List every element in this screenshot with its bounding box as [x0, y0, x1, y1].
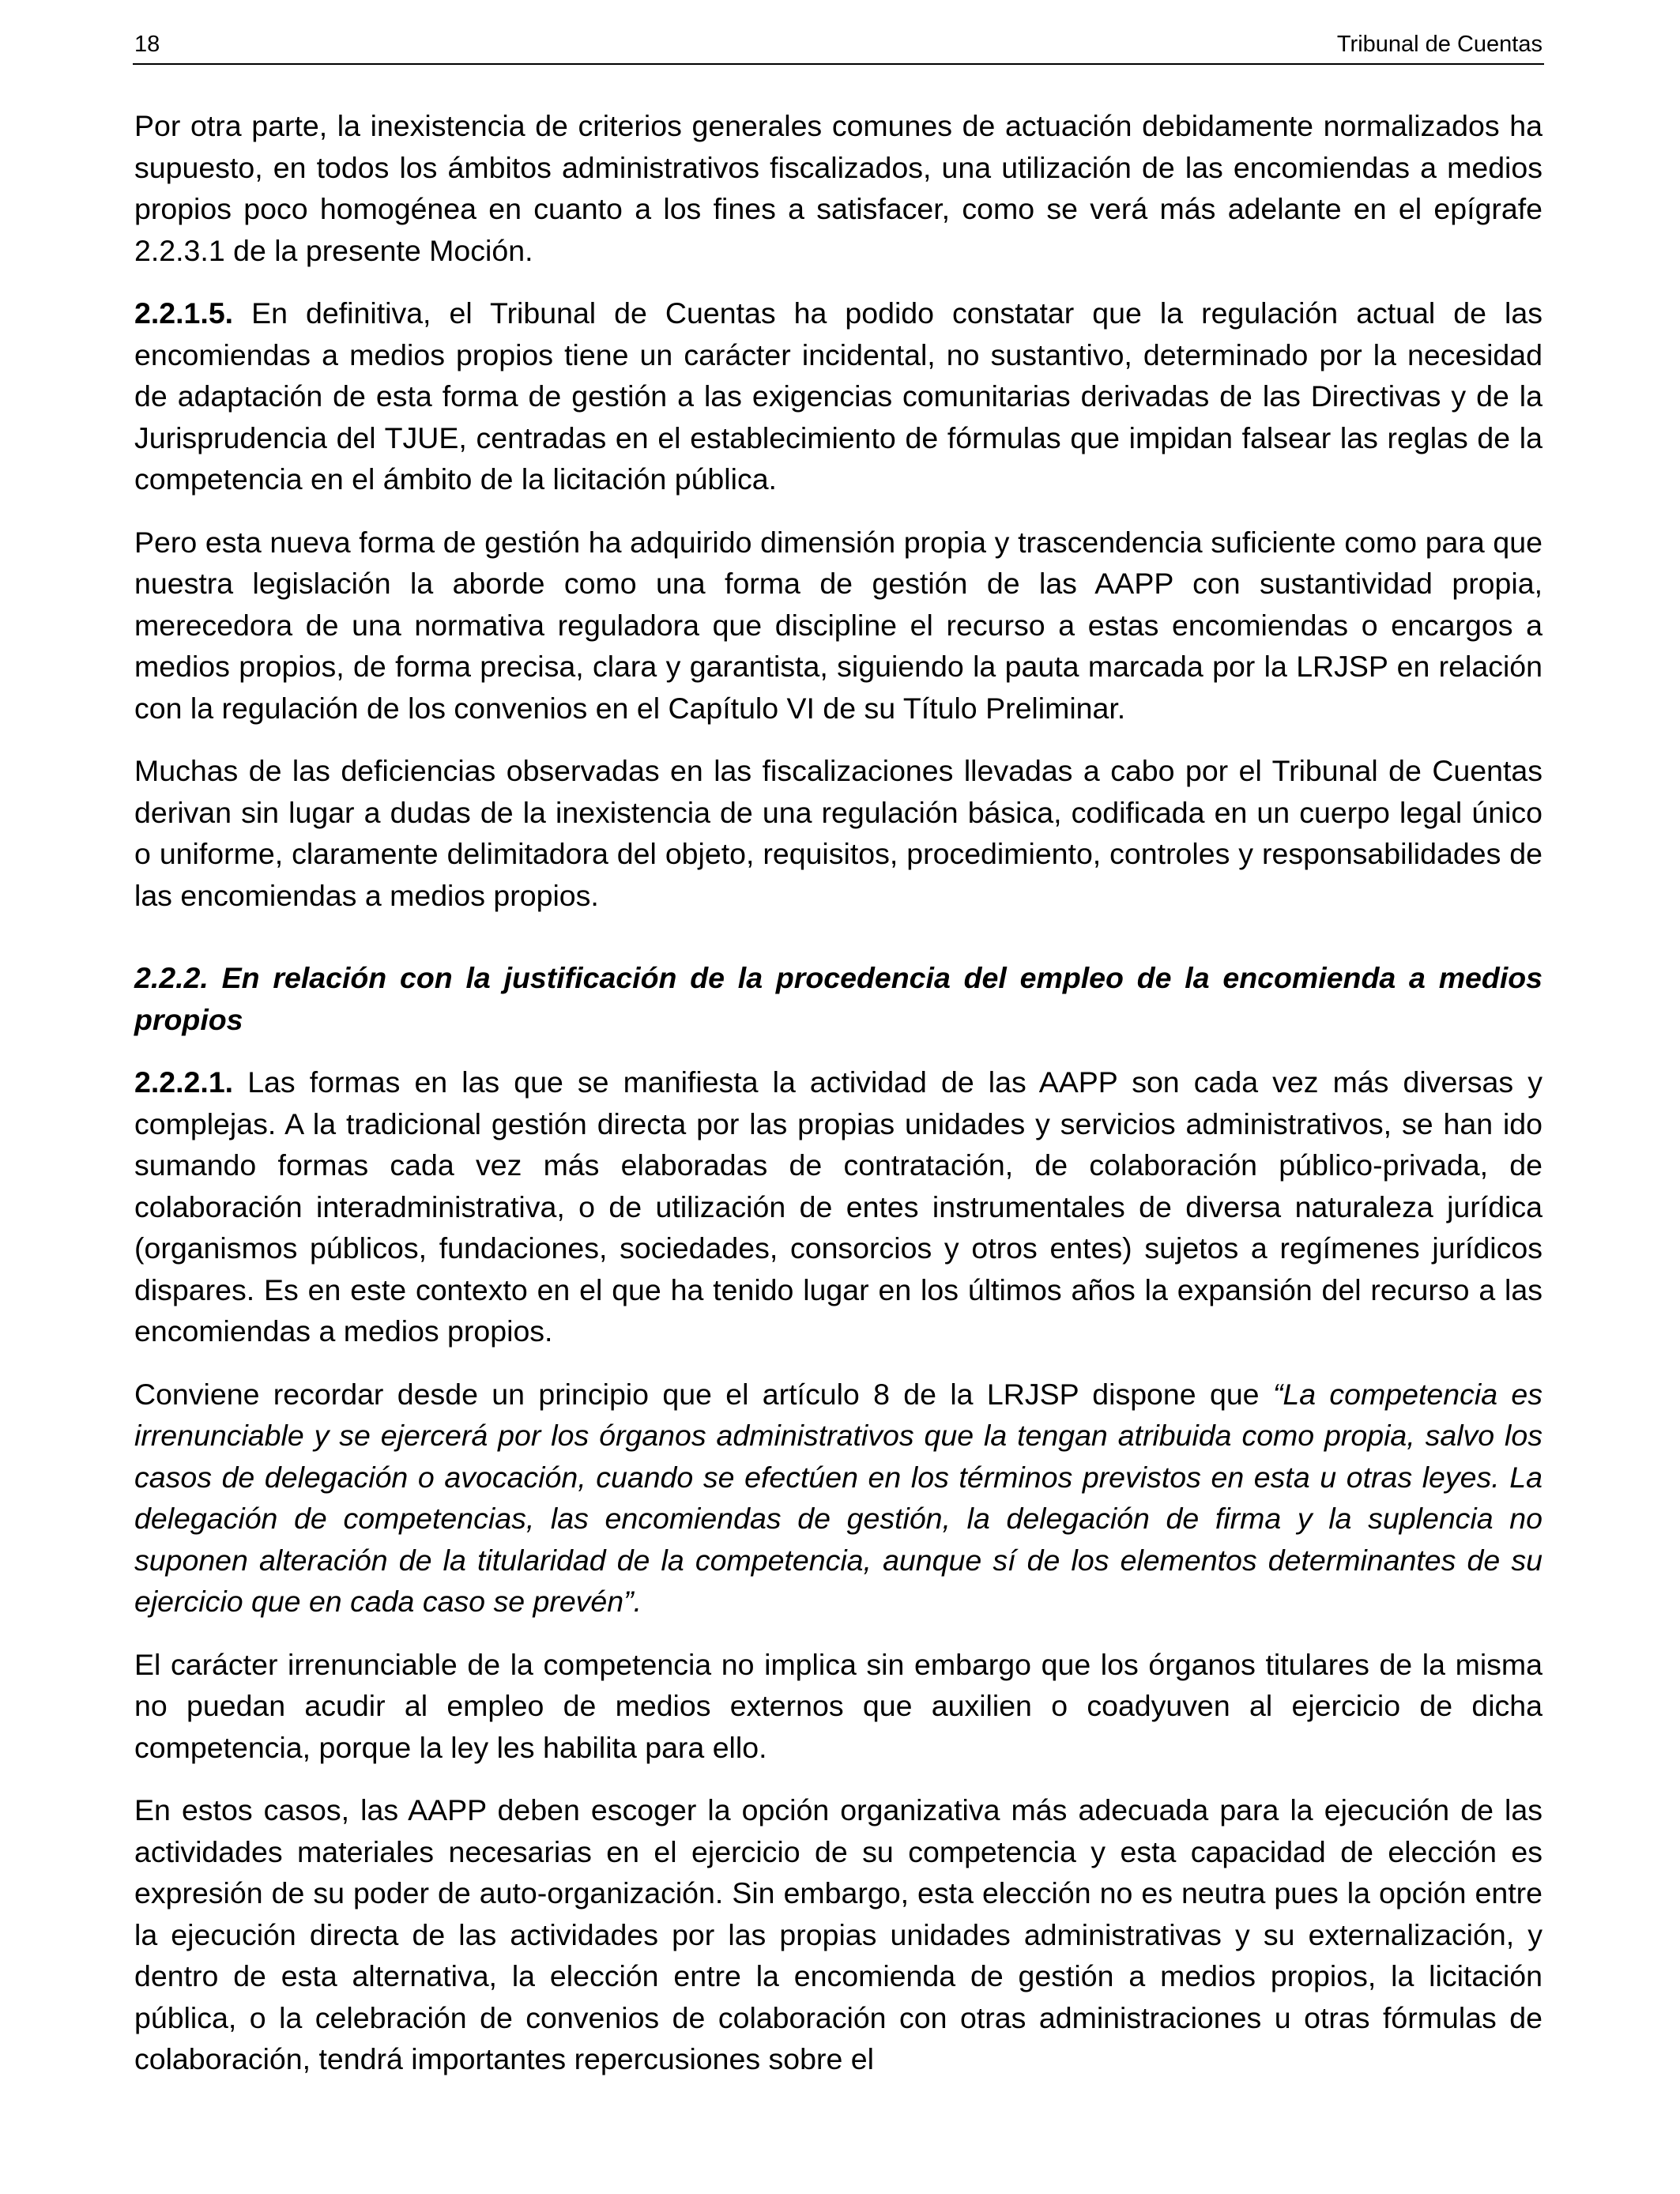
running-title: Tribunal de Cuentas: [1336, 32, 1543, 57]
paragraph-number: 2.2.2.1.: [134, 1065, 234, 1099]
paragraph-6: [134, 1374, 1543, 1623]
paragraph-text: Conviene recordar desde un principio que el artículo 8 de la LRJSP dispone que: [134, 1377, 1273, 1411]
paragraph-2: [134, 292, 1543, 500]
document-body: [134, 105, 1543, 2080]
paragraph-7: El carácter irrenunciable de la competencia no implica sin embargo que los órganos titulares de la misma no puedan acudir al empleo de medios externos que auxilien o coadyuven al ejercicio de dicha competencia, porque la ley les habilita para ello.: [134, 1647, 1543, 1764]
paragraph-8: En estos casos, las AAPP deben escoger la opción organizativa más adecuada para la ejecución de las actividades materiales necesarias en el ejercicio de su competencia y esta capacidad de elección es expresión de su poder de auto-organización. Sin embargo, esta elección no es neutra pues la opción entre la ejecución directa de las actividades por las propias unidades administrativas y su externalización, y dentro de esta alternativa, la elección entre la encomienda de gestión a medios propios, la licitación pública, o la celebración de convenios de colaboración con otras administraciones u otras fórmulas de colaboración, tendrá importantes repercusiones sobre el: [134, 1793, 1543, 2075]
paragraph-text: Las formas en las que se manifiesta la actividad de las AAPP son cada vez más diversas y complejas. A la tradicional gestión directa por las propias unidades y servicios administrativos, se han ido sumando formas cada vez más elaboradas de contratación, de colaboración público-privada, de colaboración interadministrativa, o de utilización de entes instrumentales de diversa naturaleza jurídica (organismos públicos, fundaciones, sociedades, consorcios y otros entes) sujetos a regímenes jurídicos dispares. Es en este contexto en el que ha tenido lugar en los últimos años la expansión del recurso a las encomiendas a medios propios.: [134, 1065, 1543, 1348]
paragraph-number: 2.2.1.5.: [134, 296, 234, 330]
paragraph-3: Pero esta nueva forma de gestión ha adquirido dimensión propia y trascendencia suficiente como para que nuestra legislación la aborde como una forma de gestión de las AAPP con sustantividad propia, merecedora de una normativa reguladora que discipline el recurso a estas encomiendas o encargos a medios propios, de forma precisa, clara y garantista, siguiendo la pauta marcada por la LRJSP en relación con la regulación de los convenios en el Capítulo VI de su Título Preliminar.: [134, 525, 1543, 725]
paragraph-4: Muchas de las deficiencias observadas en las fiscalizaciones llevadas a cabo por el Tribunal de Cuentas derivan sin lugar a dudas de la inexistencia de una regulación básica, codificada en un cuerpo legal único o uniforme, claramente delimitadora del objeto, requisitos, procedimiento, controles y responsabilidades de las encomiendas a medios propios.: [134, 754, 1543, 912]
page-header: [133, 28, 1544, 65]
page-number: 18: [134, 32, 160, 57]
paragraph-1: Por otra parte, la inexistencia de criterios generales comunes de actuación debidamente normalizados ha supuesto, en todos los ámbitos administrativos fiscalizados, una utilización de las encomiendas a medios propios poco homogénea en cuanto a los fines a satisfacer, como se verá más adelante en el epígrafe 2.2.3.1 de la presente Moción.: [134, 109, 1543, 267]
legal-quote: “La competencia es irrenunciable y se ejercerá por los órganos administrativos que la tengan atribuida como propia, salvo los casos de delegación o avocación, cuando se efectúen en los términos previstos en esta u otras leyes. La delegación de competencias, las encomiendas de gestión, la delegación de firma y la suplencia no suponen alteración de la titularidad de la competencia, aunque sí de los elementos determinantes de su ejercicio que en cada caso se prevén”.: [134, 1377, 1543, 1618]
section-heading: 2.2.2. En relación con la justificación de la procedencia del empleo de la encomienda a medios propios: [134, 961, 1543, 1036]
paragraph-5: [134, 1061, 1543, 1352]
paragraph-text: En definitiva, el Tribunal de Cuentas ha podido constatar que la regulación actual de las encomiendas a medios propios tiene un carácter incidental, no sustantivo, determinado por la necesidad de adaptación de esta forma de gestión a las exigencias comunitarias derivadas de las Directivas y de la Jurisprudencia del TJUE, centradas en el establecimiento de fórmulas que impidan falsear las reglas de la competencia en el ámbito de la licitación pública.: [134, 296, 1543, 496]
